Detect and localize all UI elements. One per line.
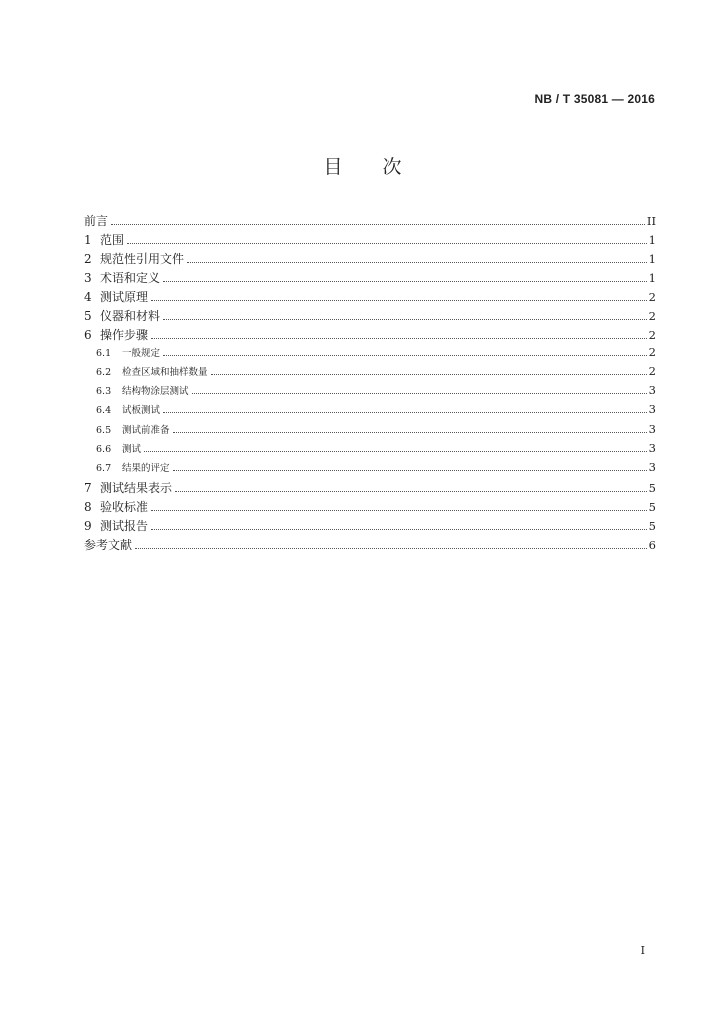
toc-entry-number: 4 (84, 290, 92, 305)
toc-entry[interactable] (84, 402, 656, 421)
toc-entry-label: 结构物涂层测试 (122, 386, 189, 398)
toc-leader-dots (187, 262, 647, 263)
toc-leader-dots (163, 412, 647, 413)
toc-leader-dots (163, 319, 647, 320)
toc-entry-number: 5 (84, 309, 92, 324)
toc-leader-dots (151, 338, 647, 339)
toc-entry-page: 6 (648, 537, 656, 552)
toc-entry[interactable] (84, 364, 656, 383)
page-number: I (640, 944, 645, 957)
toc-entry-page: 3 (648, 383, 656, 398)
toc-entry-number: 6 (84, 328, 92, 343)
toc-entry[interactable] (84, 441, 656, 460)
toc-entry[interactable] (84, 288, 656, 307)
toc-entry[interactable] (84, 422, 656, 441)
toc-entry-number: 3 (84, 271, 92, 286)
toc-entry[interactable] (84, 231, 656, 250)
standard-code: NB / T 35081 — 2016 (534, 92, 655, 106)
toc-entry-number: 6.1 (96, 348, 112, 360)
toc-entry[interactable] (84, 460, 656, 479)
toc-entry-label: 结果的评定 (122, 462, 170, 474)
toc-entry-page: II (646, 214, 656, 228)
toc-entry-page: 1 (648, 233, 656, 248)
toc-entry-label: 术语和定义 (100, 271, 161, 286)
toc-entry-label: 检查区域和抽样数量 (122, 367, 208, 379)
toc-entry-number: 6.4 (96, 405, 112, 417)
toc-entry[interactable] (84, 536, 656, 555)
toc-entry-label: 前言 (84, 214, 109, 228)
toc-entry-page: 2 (648, 345, 656, 360)
toc-leader-dots (175, 491, 647, 492)
toc-entry-page: 5 (648, 499, 656, 514)
toc-entry-label: 测试报告 (100, 518, 149, 533)
toc-leader-dots (151, 300, 647, 301)
toc-entry-number: 7 (84, 480, 92, 495)
toc-entry-label: 试板测试 (122, 405, 161, 417)
toc-entry-number: 6.7 (96, 462, 112, 474)
toc-leader-dots (111, 224, 645, 225)
toc-leader-dots (211, 374, 647, 375)
toc-entry-page: 5 (648, 518, 656, 533)
toc-entry-number: 6.2 (96, 367, 112, 379)
toc-entry-page: 5 (648, 480, 656, 495)
toc-entry-page: 2 (648, 290, 656, 305)
toc-entry-label: 测试原理 (100, 290, 149, 305)
toc-leader-dots (135, 548, 647, 549)
toc-entry[interactable] (84, 307, 656, 326)
toc-leader-dots (173, 432, 647, 433)
toc-entry-label: 规范性引用文件 (100, 252, 185, 267)
toc-entry[interactable] (84, 383, 656, 402)
toc-entry-page: 3 (648, 459, 656, 474)
toc-leader-dots (173, 470, 647, 471)
toc-entry-page: 2 (648, 364, 656, 379)
toc-entry-number: 2 (84, 252, 92, 267)
toc-entry[interactable] (84, 498, 656, 517)
toc-entry-label: 范围 (100, 233, 125, 248)
toc-entry-label: 操作步骤 (100, 328, 149, 343)
toc-entry-page: 3 (648, 421, 656, 436)
toc-entry[interactable] (84, 269, 656, 288)
toc-entry[interactable] (84, 326, 656, 345)
toc-entry[interactable] (84, 345, 656, 364)
toc-entry-number: 1 (84, 233, 92, 248)
toc-entry-label: 测试前准备 (122, 424, 170, 436)
toc-entry-page: 3 (648, 440, 656, 455)
toc-entry-label: 测试 (122, 443, 142, 455)
toc-leader-dots (192, 393, 647, 394)
toc-leader-dots (163, 281, 647, 282)
toc-entry[interactable] (84, 479, 656, 498)
toc-entry[interactable] (84, 517, 656, 536)
toc-entry-number: 9 (84, 518, 92, 533)
toc-leader-dots (163, 355, 647, 356)
toc-entry-page: 2 (648, 309, 656, 324)
toc-entry-page: 2 (648, 328, 656, 343)
table-of-contents (84, 212, 656, 555)
toc-leader-dots (144, 451, 647, 452)
page-title: 目次 (323, 156, 442, 178)
toc-entry[interactable] (84, 250, 656, 269)
toc-leader-dots (151, 510, 647, 511)
toc-entry-page: 1 (648, 252, 656, 267)
toc-entry-label: 一般规定 (122, 348, 161, 360)
toc-entry-label: 参考文献 (84, 537, 133, 552)
toc-entry-page: 1 (648, 271, 656, 286)
toc-leader-dots (151, 529, 647, 530)
toc-entry[interactable] (84, 212, 656, 231)
toc-leader-dots (127, 243, 647, 244)
toc-entry-number: 6.5 (96, 424, 112, 436)
toc-entry-label: 仪器和材料 (100, 309, 161, 324)
toc-entry-number: 6.3 (96, 386, 112, 398)
toc-entry-number: 6.6 (96, 443, 112, 455)
toc-entry-number: 8 (84, 499, 92, 514)
toc-entry-label: 测试结果表示 (100, 480, 173, 495)
toc-entry-label: 验收标准 (100, 499, 149, 514)
toc-entry-page: 3 (648, 402, 656, 417)
